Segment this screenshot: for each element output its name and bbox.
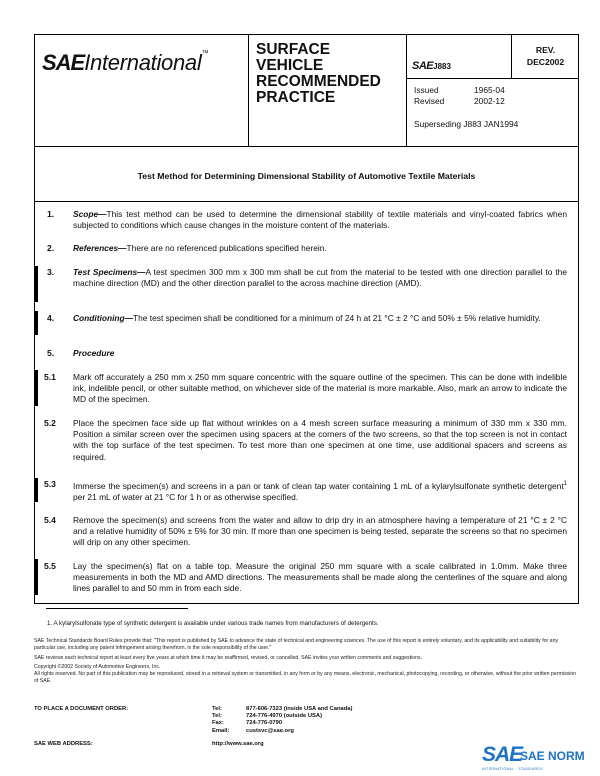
section-heading: Conditioning— — [73, 313, 134, 323]
subsection-5-4 — [44, 515, 567, 549]
contact-labels — [212, 706, 229, 735]
section-text: There are no referenced publications specified herein. — [126, 243, 327, 253]
logo-international-text: International — [84, 50, 202, 75]
issue-dates — [414, 85, 574, 130]
section-heading: References— — [73, 243, 127, 253]
subsection-number: 5.1 — [44, 372, 56, 382]
tel1-value: 877-606-7323 (inside USA and Canada) — [246, 706, 353, 712]
change-bar-5-3 — [35, 478, 38, 502]
issued-value: 1965-04 — [474, 85, 505, 95]
revision-box — [512, 44, 579, 68]
section-text: The test specimen shall be conditioned for a minimum of 24 h at 21 °C ± 2 °C and 50% ± 5% relative humidity. — [133, 313, 541, 323]
change-bar-section-3 — [35, 266, 38, 302]
subsection-text: Remove the specimen(s) and screens from the water and allow to drip dry in an atmosphere having a temperature of 21 °C ± 2 °C and a relative humidity of 50% ± 5% for 30 min. If more than one specimen is being tested, separate the screens so that no specimen will drip on any other specimen. — [73, 515, 567, 548]
legal-p3: Copyright ©2002 Society of Automotive Engineers, Inc. — [34, 664, 161, 671]
subsection-text-after: per 21 mL of water at 21 °C for 1 h or as otherwise specified. — [73, 492, 299, 502]
change-bar-5-5 — [35, 559, 38, 595]
sae-international-logo — [42, 50, 208, 76]
category-line-3: RECOMMENDED — [256, 73, 381, 90]
section-number: 3. — [47, 267, 55, 277]
superseding-text: Superseding J883 JAN1994 — [414, 119, 519, 129]
order-label: TO PLACE A DOCUMENT ORDER: — [34, 706, 129, 712]
title-bottom-line — [34, 201, 579, 202]
email-value[interactable]: custsvc@sae.org — [246, 727, 294, 734]
header-divider-left — [248, 34, 249, 147]
subsection-number: 5.2 — [44, 418, 56, 428]
watermark-sae-mark: SAE — [482, 743, 523, 766]
category-line-4: PRACTICE — [256, 89, 336, 106]
watermark-sub-text: INTERNATIONAL · STANDARDS — [482, 767, 543, 771]
section-heading: Test Specimens— — [73, 267, 146, 277]
subsection-text: Place the specimen face side up flat without wrinkles on a 4 mesh screen surface measuring a minimum of 330 mm x 330 mm. Position a similar screen over the specimen using spacers at the corners of the two screens, so that the top screen is not in contact with the top surface of the test specimen. To test more than one specimen at one time, use additional spacers and screens as required. — [73, 418, 567, 462]
section-number: 4. — [47, 313, 55, 323]
subsection-number: 5.5 — [44, 561, 56, 571]
revised-label: Revised — [414, 96, 445, 106]
category-line-1: SURFACE — [256, 41, 331, 58]
section-heading: Scope— — [73, 209, 107, 219]
contact-values — [246, 706, 352, 735]
section-5 — [47, 348, 567, 359]
header-bottom-line — [34, 146, 579, 147]
section-number: 2. — [47, 243, 55, 253]
subsection-number: 5.4 — [44, 515, 56, 525]
section-text: This test method can be used to determine the dimensional stability of textile materials and vinyl-coated fabrics when subjected to conditions which cause changes in the moisture content of the materials. — [73, 209, 567, 231]
legal-p1: SAE Technical Standards Board Rules provide that: "This report is published by SAE to advance the state of technical and engineering sciences. The use of this report is entirely voluntary, and its applicability and suitability for any particular use, including any patent infringement arising therefrom, is the sole responsibility of the user." — [34, 638, 559, 651]
issued-label: Issued — [414, 85, 439, 95]
watermark-norm-text: SAE NORM — [520, 749, 585, 763]
change-bar-5-1 — [35, 370, 38, 406]
document-category — [256, 42, 381, 106]
section-number: 1. — [47, 209, 55, 219]
change-bar-section-4 — [35, 311, 38, 335]
rev-value: DEC2002 — [526, 57, 565, 67]
web-label: SAE WEB ADDRESS: — [34, 741, 93, 747]
section-4 — [47, 313, 567, 324]
rev-label: REV. — [535, 45, 556, 55]
section-2 — [47, 243, 567, 254]
sae-norm-watermark — [482, 743, 598, 773]
header-rev-underline — [406, 78, 579, 79]
section-number: 5. — [47, 348, 55, 358]
document-title: Test Method for Determining Dimensional Stability of Automotive Textile Materials — [137, 171, 476, 181]
section-3 — [47, 267, 567, 289]
subsection-5-3 — [44, 479, 567, 503]
subsection-5-2 — [44, 418, 567, 463]
web-address[interactable]: http://www.sae.org — [212, 741, 264, 747]
tel2-value: 724-776-4970 (outside USA) — [246, 713, 323, 720]
email-label: Email: — [212, 727, 230, 734]
tel-label: Tel: — [212, 706, 222, 712]
header-divider-mid — [406, 34, 407, 147]
subsection-5-5 — [44, 561, 567, 595]
subsection-text: Mark off accurately a 250 mm x 250 mm square concentric with the square outline of the specimen. This can be done with indelible ink, indelible pencil, or other suitable method, on whichever side of the material is more markable. Also, mark an arrow to indicate the MD of the specimen. — [73, 372, 567, 405]
legal-p2: SAE reviews each technical report at least every five years at which time it may be reaffirmed, revised, or cancelled. SAE invites your written comments and suggestions. — [34, 654, 422, 661]
logo-sae-text: SAE — [42, 50, 85, 75]
fax-label: Fax: — [212, 720, 224, 727]
subsection-text: Lay the specimen(s) flat on a table top. Measure the original 250 mm square with a scale calibrated in 1.0mm. Make three measurements in both the MD and AMD directions. The measurements shall be made along the centerlines of the square and along lines parallel to and 50 mm in from each side. — [73, 561, 567, 594]
footnote-reference: 1 — [563, 481, 567, 487]
footnote: 1. A kylarylsulfonate type of synthetic detergent is available under various trade names from manufacturers of detergents. — [47, 620, 379, 627]
doc-number-value: J883 — [433, 62, 451, 71]
section-1 — [47, 209, 567, 231]
category-line-2: VEHICLE — [256, 57, 324, 74]
revised-value: 2002-12 — [474, 96, 505, 106]
subsection-number: 5.3 — [44, 479, 56, 489]
logo-trademark: ™ — [201, 50, 209, 57]
footnote-rule — [46, 608, 188, 609]
legal-p4: All rights reserved. No part of this publication may be reproduced, stored in a retrieval system or transmitted, in any form or by any means, electronic, mechanical, photocopying, recording, or otherwise, without the prior written permission of SAE. — [34, 671, 577, 684]
section-text: A test specimen 300 mm x 300 mm shall be cut from the material to be tested with one direction parallel to the machine direction (MD) and the other direction parallel to the across machine direction (AMD). — [73, 267, 567, 289]
fax-value: 724-776-0790 — [246, 720, 283, 727]
section-heading: Procedure — [73, 348, 115, 358]
subsection-text-before: Immerse the specimen(s) and screens in a pan or tank of clean tap water containing 1 mL of a kylarylsulfonate synthetic detergent — [73, 480, 564, 491]
subsection-5-1 — [44, 372, 567, 406]
doc-number-brand: SAE — [412, 60, 434, 72]
tel2-label: Tel: — [212, 713, 222, 720]
document-number — [412, 56, 451, 74]
legal-notice — [34, 638, 580, 685]
